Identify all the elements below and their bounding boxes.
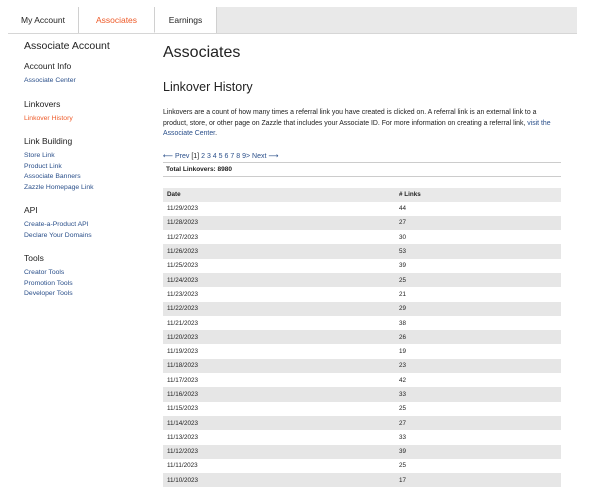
- sidebar-link-linkover-history[interactable]: Linkover History: [24, 114, 73, 122]
- cell-links: 25: [399, 462, 407, 470]
- cell-links: 33: [395, 387, 561, 401]
- cell-date: 11/28/2023: [163, 216, 395, 230]
- cell-links: 29: [395, 302, 561, 316]
- table-row: [163, 287, 561, 301]
- sidebar-link-creator-tools[interactable]: Creator Tools: [24, 269, 65, 276]
- cell-date: 11/13/2023: [167, 433, 199, 441]
- cell-date: 11/22/2023: [163, 302, 395, 316]
- table-row: [163, 273, 561, 287]
- cell-date: 11/25/2023: [167, 262, 199, 270]
- sidebar-link-promotion-tools[interactable]: Promotion Tools: [24, 279, 73, 287]
- cell-links: 39: [399, 262, 407, 270]
- tab-my-account[interactable]: My Account: [8, 7, 79, 33]
- cell-date: 11/16/2023: [163, 387, 395, 401]
- cell-links: 53: [395, 244, 561, 258]
- total-linkovers: Total Linkovers: 8980: [163, 162, 561, 177]
- table-row: [163, 445, 561, 459]
- sidebar-link-product-link[interactable]: Product Link: [24, 162, 62, 170]
- cell-links: 33: [399, 433, 407, 441]
- sidebar-link-associate-banners[interactable]: Associate Banners: [24, 173, 81, 180]
- sidebar-section-account-info: Account Info: [24, 61, 72, 71]
- cell-date: 11/17/2023: [167, 376, 199, 384]
- table-row: [163, 230, 561, 244]
- table-row: [163, 387, 561, 401]
- cell-links: 26: [395, 330, 561, 344]
- top-tab-bar: [8, 7, 577, 34]
- table-header-row: [163, 188, 561, 202]
- table-row: [163, 330, 561, 344]
- cell-date: 11/14/2023: [163, 416, 395, 430]
- page-link[interactable]: 5: [218, 152, 223, 160]
- cell-date: 11/29/2023: [167, 205, 199, 213]
- header-date: Date: [163, 188, 395, 202]
- sidebar-link-associate-center[interactable]: Associate Center: [24, 77, 76, 84]
- cell-date: 11/21/2023: [167, 319, 199, 327]
- cell-links: 25: [399, 405, 407, 413]
- cell-links: 27: [395, 216, 561, 230]
- page-link[interactable]: 7: [230, 152, 235, 160]
- cell-date: 11/15/2023: [167, 405, 199, 413]
- table-row: [163, 259, 561, 273]
- sidebar-link-developer-tools[interactable]: Developer Tools: [24, 290, 73, 297]
- cell-links: 44: [399, 205, 407, 213]
- cell-links: 39: [395, 445, 561, 459]
- section-title: Linkover History: [163, 80, 253, 94]
- cell-date: 11/26/2023: [163, 244, 395, 258]
- page-link[interactable]: 9: [242, 152, 246, 160]
- cell-links: 19: [399, 348, 407, 356]
- description: [163, 108, 561, 140]
- sidebar-link-store-link[interactable]: Store Link: [24, 152, 55, 159]
- sidebar-link-homepage-link[interactable]: Zazzle Homepage Link: [24, 183, 94, 191]
- next-separator[interactable]: >: [246, 152, 251, 160]
- associate-center-link[interactable]: visit the Associate Center: [163, 119, 551, 137]
- page-link[interactable]: 6: [224, 152, 229, 160]
- tab-associates[interactable]: Associates: [79, 7, 155, 33]
- cell-date: 11/19/2023: [167, 348, 199, 356]
- cell-date: 11/10/2023: [163, 473, 395, 487]
- table-row: [163, 416, 561, 430]
- table-row: [163, 302, 561, 316]
- cell-links: 25: [395, 273, 561, 287]
- sidebar: [24, 40, 152, 300]
- table-row: [163, 216, 561, 230]
- page-title: Associates: [163, 44, 241, 61]
- cell-links: 17: [395, 473, 561, 487]
- table-row: [163, 244, 561, 258]
- sidebar-section-tools: Tools: [24, 253, 44, 263]
- cell-links: 23: [395, 359, 561, 373]
- cell-date: 11/24/2023: [163, 273, 395, 287]
- sidebar-title: Associate Account: [24, 40, 110, 52]
- table-row: [163, 402, 561, 416]
- table-row: [163, 430, 561, 444]
- sidebar-section-api: API: [24, 205, 38, 215]
- table-row: [163, 459, 561, 473]
- cell-date: 11/18/2023: [163, 359, 395, 373]
- table-row: [163, 316, 561, 330]
- pagination: [163, 152, 575, 160]
- sidebar-section-link-building: Link Building: [24, 136, 73, 146]
- cell-links: 21: [399, 290, 407, 298]
- cell-links: 27: [395, 416, 561, 430]
- cell-links: 38: [399, 319, 407, 327]
- page-link[interactable]: 3: [206, 152, 211, 160]
- table-row: [163, 373, 561, 387]
- header-links: # Links: [395, 188, 561, 202]
- tab-earnings[interactable]: Earnings: [155, 7, 217, 33]
- next-page-link[interactable]: Next ⟶: [252, 152, 279, 160]
- cell-date: 11/20/2023: [163, 330, 395, 344]
- cell-links: 30: [399, 233, 407, 241]
- cell-date: 11/23/2023: [167, 290, 199, 298]
- table-row: [163, 473, 561, 487]
- page-link[interactable]: 2: [201, 152, 205, 160]
- cell-date: 11/27/2023: [167, 233, 199, 241]
- description-text: Linkovers are a count of how many times a referral link you have created is clicked on. A referral link is an external link to a product, store, or other page on Zazzle that includes your Associate ID. For more information on creating a referral link,: [163, 109, 537, 127]
- page-link[interactable]: 4: [212, 152, 217, 160]
- main-content: [163, 40, 575, 487]
- cell-links: 42: [399, 376, 407, 384]
- current-page: [1]: [191, 152, 200, 160]
- prev-page-link[interactable]: ⟵ Prev: [163, 152, 190, 160]
- linkover-table: [163, 188, 561, 488]
- description-end: .: [215, 130, 218, 137]
- sidebar-link-create-a-product-api[interactable]: Create-a-Product API: [24, 221, 89, 228]
- sidebar-link-declare-domains[interactable]: Declare Your Domains: [24, 231, 92, 239]
- page-link[interactable]: 8: [236, 152, 241, 160]
- cell-date: 11/11/2023: [167, 462, 198, 470]
- table-row: [163, 202, 561, 216]
- sidebar-section-linkovers: Linkovers: [24, 98, 61, 109]
- table-row: [163, 344, 561, 358]
- table-row: [163, 359, 561, 373]
- cell-date: 11/12/2023: [163, 445, 395, 459]
